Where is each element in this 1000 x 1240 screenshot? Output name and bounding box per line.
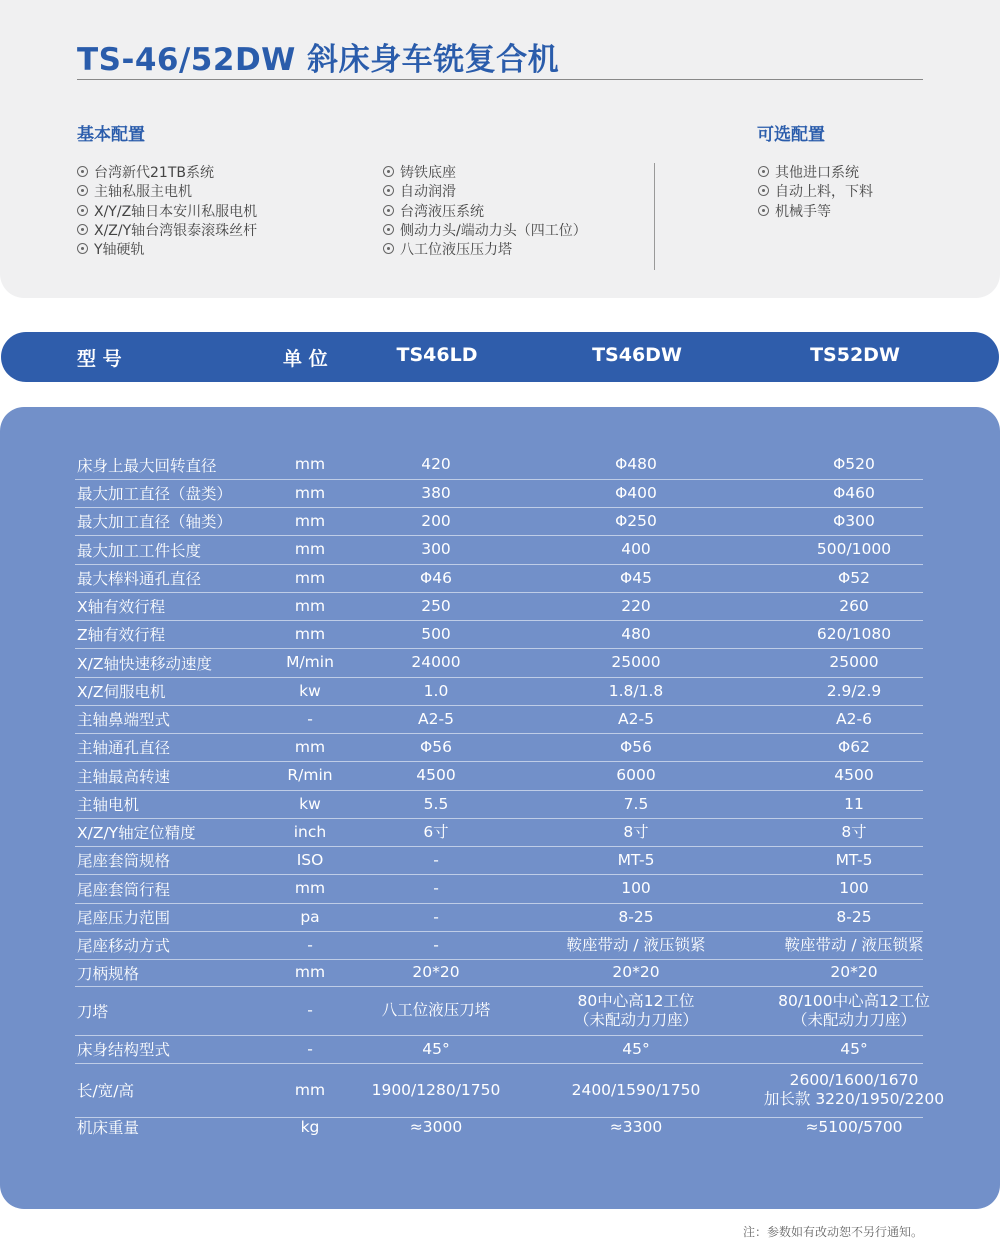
table-row [75,1035,923,1064]
table-cell-b: Φ480 [615,455,657,473]
table-row [75,1063,945,1118]
table-cell-name: 主轴鼻端型式 [77,711,171,729]
list-item: 铸铁底座 [383,164,587,183]
basic-config-list-2 [383,164,587,260]
table-cell-a: 4500 [416,766,456,784]
table-cell-a: 250 [421,596,451,615]
table-cell-name: 长/宽/高 [77,1082,134,1100]
table-cell-unit: M/min [286,653,334,671]
table-cell-c: Φ52 [838,568,870,587]
table-cell-name: 最大棒料通孔直径 [77,570,202,588]
table-cell-a: - [433,850,439,869]
basic-config-heading: 基本配置 [77,125,145,145]
table-row [75,959,923,987]
table-cell-name: 主轴通孔直径 [77,739,171,757]
table-cell-unit: kw [299,794,321,813]
table-cell-c: 500/1000 [816,540,892,558]
bullet-icon [383,243,394,254]
table-cell-a: 420 [421,455,451,473]
list-item: 台湾液压系统 [383,203,587,222]
table-cell-unit: ISO [296,850,324,869]
table-cell-a: 20*20 [412,963,460,981]
table-cell-c: ≈5100/5700 [805,1117,903,1136]
table-cell-name: 最大加工直径（轴类） [77,513,233,531]
table-cell-unit: inch [293,822,327,841]
table-cell-unit: - [307,709,313,728]
list-item: Y轴硬轨 [77,241,257,260]
table-cell-b: 220 [621,596,651,615]
table-row [75,564,923,593]
config-panel [0,0,1000,298]
table-cell-c: 8-25 [836,907,872,926]
bullet-icon [758,185,769,196]
table-cell-b: 100 [621,879,651,897]
bullet-icon [77,243,88,254]
table-cell-a: - [433,935,439,954]
table-cell-a: 1900/1280/1750 [371,1080,501,1099]
table-cell-name: 尾座套筒行程 [77,880,171,899]
table-cell-c: MT-5 [835,850,873,869]
table-cell-b: Φ45 [620,568,652,587]
table-cell-name: 机床重量 [77,1119,140,1137]
table-cell-unit: - [307,1001,313,1019]
table-cell-b: 20*20 [612,963,660,981]
table-row [75,535,923,565]
table-cell-a: ≈3000 [409,1117,463,1136]
table-cell-c: 8寸 [841,822,867,841]
table-row [75,846,923,875]
table-cell-name: 最大加工工件长度 [77,541,202,560]
table-cell-unit: R/min [287,766,333,784]
table-row [75,733,923,762]
list-item: 自动润滑 [383,183,587,202]
list-item: 侧动力头/端动力头（四工位） [383,222,587,241]
table-cell-a: 200 [421,511,451,530]
list-item: X/Z/Y轴台湾银泰滚珠丝杆 [77,222,257,241]
table-header [1,332,999,382]
table-cell-name: 最大加工直径（盘类） [77,485,233,503]
table-row [75,677,923,706]
table-row [75,761,923,791]
list-item: 主轴私服主电机 [77,183,257,202]
table-cell-a: 45° [422,1039,450,1058]
bullet-icon [758,166,769,177]
table-cell-c: Φ62 [838,737,870,756]
table-cell-unit: mm [294,455,326,473]
table-cell-b: A2-5 [618,709,654,728]
bullet-icon [77,205,88,216]
table-cell-unit: - [307,1039,313,1058]
table-cell-b: Φ250 [615,511,657,530]
table-cell-unit: kg [300,1117,320,1136]
table-cell-a: 6寸 [423,822,449,841]
table-cell-b: 80中心高12工位 （未配动力刀座） [573,991,698,1029]
optional-config-list [758,164,873,222]
list-item: 八工位液压压力塔 [383,241,587,260]
table-cell-name: 尾座套筒规格 [77,852,171,870]
table-cell-name: 尾座压力范围 [77,909,171,927]
table-cell-a: Φ46 [420,568,452,587]
table-row [75,507,923,536]
list-item: 台湾新代21TB系统 [77,164,257,183]
table-cell-unit: mm [294,624,326,643]
page-title: TS-46/52DW 斜床身车铣复合机 [77,42,560,78]
table-cell-c: 11 [844,794,864,813]
table-cell-name: 主轴电机 [77,796,140,814]
bullet-icon [383,185,394,196]
table-cell-a: 5.5 [423,794,449,813]
table-row [75,874,923,904]
table-cell-unit: kw [299,681,321,700]
table-cell-b: Φ400 [615,483,657,502]
table-cell-b: 7.5 [623,794,649,813]
table-cell-name: X/Z伺服电机 [77,683,166,701]
table-cell-c: 2.9/2.9 [826,681,882,700]
table-cell-b: MT-5 [617,850,655,869]
table-cell-name: 尾座移动方式 [77,937,171,955]
table-cell-b: 鞍座带动 / 液压锁紧 [566,935,706,954]
table-cell-a: A2-5 [418,709,454,728]
table-cell-c: 20*20 [830,963,878,981]
bullet-icon [383,166,394,177]
table-cell-b: 8-25 [618,907,654,926]
column-divider [654,163,655,270]
table-cell-name: 床身结构型式 [77,1041,171,1059]
header-unit: 单 位 [283,348,328,370]
header-ts46ld: TS46LD [396,344,478,366]
spec-table [0,407,1000,1209]
table-cell-unit: mm [294,879,326,897]
table-cell-unit: mm [294,963,326,981]
table-cell-a: - [433,879,439,897]
table-cell-unit: pa [300,907,320,926]
table-cell-a: 1.0 [423,681,449,700]
table-row [75,790,923,819]
table-cell-name: Z轴有效行程 [77,626,166,644]
table-row [75,592,923,621]
table-cell-name: 刀柄规格 [77,964,140,983]
list-item: 机械手等 [758,203,873,222]
table-cell-name: 刀塔 [77,1002,109,1021]
table-row [75,818,923,847]
table-cell-name: 床身上最大回转直径 [77,456,217,475]
bullet-icon [77,185,88,196]
table-cell-c: 鞍座带动 / 液压锁紧 [784,935,924,954]
table-cell-b: 6000 [616,766,656,784]
list-item: 其他进口系统 [758,164,873,183]
table-cell-b: 2400/1590/1750 [571,1080,701,1099]
bullet-icon [758,205,769,216]
table-cell-c: Φ520 [833,455,875,473]
table-cell-unit: mm [294,511,326,530]
bullet-icon [383,205,394,216]
table-cell-unit: mm [294,483,326,502]
table-cell-c: 260 [839,596,869,615]
table-cell-a: 380 [421,483,451,502]
table-cell-c: Φ460 [833,483,875,502]
title-divider [77,79,923,80]
table-row [75,648,923,678]
table-cell-b: 8寸 [623,822,649,841]
table-cell-unit: mm [294,737,326,756]
table-cell-b: ≈3300 [609,1117,663,1136]
table-cell-name: 主轴最高转速 [77,767,171,786]
table-cell-name: X轴有效行程 [77,598,166,616]
header-model: 型 号 [77,348,122,370]
table-cell-a: 24000 [411,653,461,671]
table-cell-unit: - [307,935,313,954]
table-cell-c: A2-6 [836,709,872,728]
table-cell-a: Φ56 [420,737,452,756]
header-ts46dw: TS46DW [592,344,682,366]
table-cell-c: 25000 [829,653,879,671]
bullet-icon [383,224,394,235]
header-ts52dw: TS52DW [810,344,900,366]
table-cell-unit: mm [294,568,326,587]
table-cell-c: 2600/1600/1670 加长款 3220/1950/2200 [763,1071,945,1108]
basic-config-list-1 [77,164,257,260]
table-cell-c: 80/100中心高12工位 （未配动力刀座） [778,991,930,1029]
table-cell-c: 620/1080 [816,624,892,643]
table-cell-unit: mm [294,596,326,615]
optional-config-heading: 可选配置 [757,125,825,145]
table-row [75,620,923,649]
table-cell-b: 45° [622,1039,650,1058]
table-cell-a: 八工位液压刀塔 [381,1001,491,1019]
table-cell-c: 45° [840,1039,868,1058]
table-row [75,903,923,932]
table-cell-b: 1.8/1.8 [608,681,664,700]
table-cell-b: Φ56 [620,737,652,756]
table-row [75,450,923,480]
table-cell-b: 25000 [611,653,661,671]
table-row [75,479,923,508]
list-item: 自动上料，下料 [758,183,873,202]
bullet-icon [77,224,88,235]
table-cell-a: - [433,907,439,926]
table-cell-unit: mm [294,1080,326,1099]
table-cell-a: 300 [421,540,451,558]
table-cell-name: X/Z/Y轴定位精度 [77,824,196,842]
table-row [75,1117,923,1137]
table-row [75,705,923,734]
table-cell-c: 100 [839,879,869,897]
bullet-icon [77,166,88,177]
table-row [75,931,923,960]
table-cell-b: 400 [621,540,651,558]
table-cell-b: 480 [621,624,651,643]
list-item: X/Y/Z轴日本安川私服电机 [77,203,257,222]
table-cell-c: Φ300 [833,511,875,530]
table-cell-a: 500 [421,624,451,643]
table-cell-name: X/Z轴快速移动速度 [77,654,212,673]
table-cell-unit: mm [294,540,326,558]
table-row [75,986,930,1036]
footnote: 注：参数如有改动恕不另行通知。 [743,1225,924,1239]
table-cell-c: 4500 [834,766,874,784]
